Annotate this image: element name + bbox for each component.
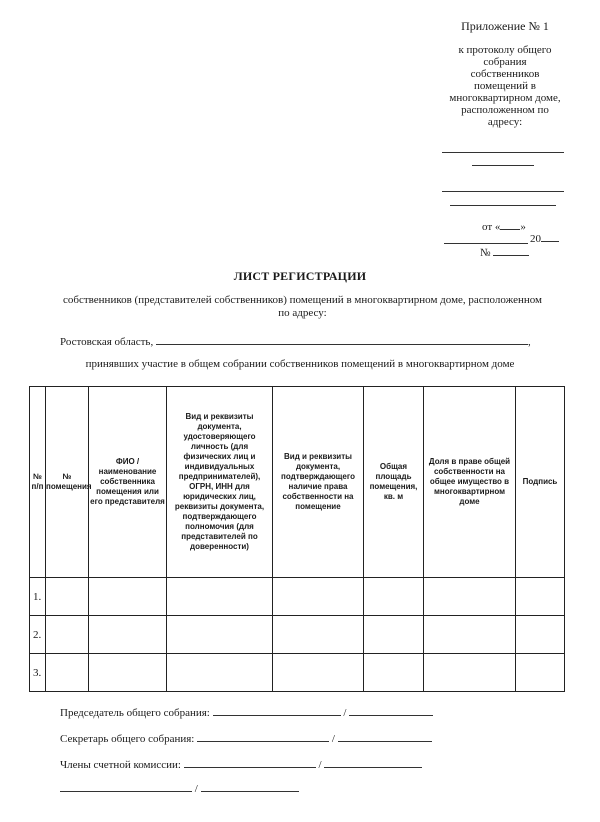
appendix-block xyxy=(430,20,580,128)
table-cell[interactable] xyxy=(167,578,273,616)
commission-signature-blank-1[interactable] xyxy=(184,757,316,768)
row-number-cell: 1. xyxy=(30,578,46,616)
header-ownership-share: Доля в праве общей собственности на общее имущество в многоквартирном доме xyxy=(424,387,516,578)
appendix-line-4: помещений в xyxy=(474,80,536,92)
table-cell[interactable] xyxy=(364,616,424,654)
table-cell[interactable] xyxy=(89,654,167,692)
subtitle-line-1: собственников (представителей собственников) помещений в многоквартирном доме, расположенном xyxy=(62,294,542,306)
number-prefix: № xyxy=(480,247,491,259)
table-cell[interactable] xyxy=(516,616,565,654)
chairman-name-blank[interactable] xyxy=(349,705,433,716)
secretary-row xyxy=(60,731,432,745)
commission-row xyxy=(60,757,422,771)
table-row xyxy=(30,578,565,616)
table-header-row xyxy=(30,387,565,578)
appendix-title: Приложение № 1 xyxy=(461,19,549,33)
table-cell[interactable] xyxy=(364,578,424,616)
row-number-cell: 2. xyxy=(30,616,46,654)
table-cell[interactable] xyxy=(46,578,89,616)
address-line-2 xyxy=(472,165,534,166)
document-title: ЛИСТ РЕГИСТРАЦИИ xyxy=(233,269,367,283)
date-year-row xyxy=(530,231,559,245)
table-cell[interactable] xyxy=(424,578,516,616)
table-cell[interactable] xyxy=(424,654,516,692)
table-cell[interactable] xyxy=(167,616,273,654)
commission-name-blank-1[interactable] xyxy=(324,757,422,768)
table-cell[interactable] xyxy=(516,654,565,692)
table-cell[interactable] xyxy=(273,654,364,692)
header-ownership-document: Вид и реквизиты документа, подтверждающего наличие права собственности на помещение xyxy=(273,387,364,578)
subtitle-line-2: по адресу: xyxy=(278,307,327,319)
header-identity-document: Вид и реквизиты документа, удостоверяющего личность (для физических лиц и индивидуальных предпринимателей), ОГРН, ИНН для юридических лиц, реквизиты документа, подтверждающего полномочия (для представителей по доверенности) xyxy=(167,387,273,578)
table-cell[interactable] xyxy=(89,616,167,654)
chairman-signature-blank[interactable] xyxy=(213,705,341,716)
appendix-line-7: адресу: xyxy=(487,116,523,128)
chairman-slash: / xyxy=(343,707,347,719)
document-subtitle xyxy=(35,294,570,320)
date-day-blank xyxy=(500,219,520,230)
header-premises-number: № помещения xyxy=(46,387,89,578)
table-cell[interactable] xyxy=(89,578,167,616)
number-row xyxy=(480,245,529,259)
table-cell[interactable] xyxy=(167,654,273,692)
date-year: 20 xyxy=(530,233,541,245)
secretary-label: Секретарь общего собрания: xyxy=(60,733,195,745)
header-owner-name: ФИО / наименование собственника помещения или его представителя xyxy=(89,387,167,578)
participated-text: принявших участие в общем собрании собственников помещений в многоквартирном доме xyxy=(85,358,515,370)
appendix-line-6: расположенном по xyxy=(461,104,549,116)
date-prefix: от « xyxy=(482,221,501,233)
region-comma: , xyxy=(527,336,531,348)
registration-table xyxy=(29,386,565,692)
address-line-3 xyxy=(442,191,564,192)
row-number-cell: 3. xyxy=(30,654,46,692)
number-blank xyxy=(493,245,529,256)
address-line-4 xyxy=(450,205,556,206)
region-label: Ростовская область, xyxy=(60,336,154,348)
table-cell[interactable] xyxy=(516,578,565,616)
appendix-line-5: многоквартирном доме, xyxy=(449,92,561,104)
table-row xyxy=(30,616,565,654)
commission-label: Члены счетной комиссии: xyxy=(60,759,181,771)
secretary-slash: / xyxy=(331,733,335,745)
date-year-blank xyxy=(541,231,559,242)
header-total-area: Общая площадь помещения, кв. м xyxy=(364,387,424,578)
table-cell[interactable] xyxy=(364,654,424,692)
date-row xyxy=(482,219,526,233)
table-cell[interactable] xyxy=(273,578,364,616)
header-row-number: № п/п xyxy=(30,387,46,578)
commission-signature-blank-2[interactable] xyxy=(60,781,192,792)
region-row xyxy=(60,334,531,348)
secretary-signature-blank[interactable] xyxy=(197,731,329,742)
commission-name-blank-2[interactable] xyxy=(201,781,299,792)
commission-slash-1: / xyxy=(318,759,322,771)
table-row xyxy=(30,654,565,692)
region-address-blank xyxy=(156,334,528,345)
date-mid: » xyxy=(520,221,526,233)
chairman-row xyxy=(60,705,433,719)
header-signature: Подпись xyxy=(516,387,565,578)
appendix-line-3: собственников xyxy=(470,68,540,80)
date-month-blank xyxy=(444,243,528,244)
table-cell[interactable] xyxy=(424,616,516,654)
chairman-label: Председатель общего собрания: xyxy=(60,707,210,719)
table-cell[interactable] xyxy=(46,616,89,654)
appendix-line-2: собрания xyxy=(483,56,527,68)
table-cell[interactable] xyxy=(273,616,364,654)
commission-row-2 xyxy=(60,781,299,795)
secretary-name-blank[interactable] xyxy=(338,731,432,742)
table-cell[interactable] xyxy=(46,654,89,692)
appendix-line-1: к протоколу общего xyxy=(458,44,552,56)
commission-slash-2: / xyxy=(194,783,198,795)
address-line-1 xyxy=(442,152,564,153)
